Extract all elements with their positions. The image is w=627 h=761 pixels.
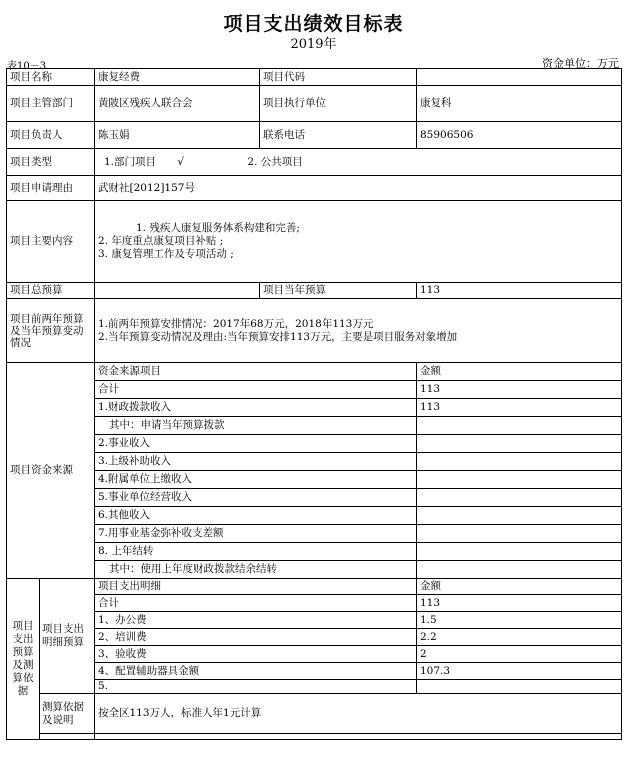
table-row [7,561,622,579]
type-options [95,149,622,176]
funding-amount: 113 [417,399,622,417]
content-line: 1. 残疾人康复服务体系构建和完善; [136,222,300,234]
funding-item: 其中：申请当年预算拨款 [95,417,417,435]
funding-item: 合计 [95,381,417,399]
table-row [7,595,622,612]
content-label: 项目主要内容 [7,201,95,283]
spacer-cell [40,734,95,740]
table-number: 表10－3 [7,61,47,72]
table-row [7,299,622,363]
owner-value: 陈玉娟 [95,122,260,149]
table-row [7,363,622,381]
type-option-dept: 1.部门项目 [104,155,157,168]
table-row [7,694,622,734]
funding-amount [417,471,622,489]
table-row [7,646,622,663]
dept-value: 黄陂区残疾人联合会 [95,86,260,122]
funding-label: 项目资金来源 [7,363,95,579]
expenditure-item: 5. [95,680,417,694]
currency-unit: 资金单位：万元 [542,57,619,70]
prev-line: 1.前两年预算安排情况：2017年68万元，2018年113万元 [98,317,374,330]
project-name-label: 项目名称 [7,69,95,86]
current-budget-label: 项目当年预算 [260,283,417,299]
funding-amount [417,543,622,561]
funding-item: 2.事业收入 [95,435,417,453]
table-row [7,507,622,525]
current-budget-value: 113 [417,283,622,299]
table-row [7,471,622,489]
reason-label: 项目申请理由 [7,176,95,201]
expenditure-item: 3、验收费 [95,646,417,663]
funding-col-amount: 金额 [417,363,622,381]
expenditure-inner-label: 项目支出明细预算 [40,579,95,694]
funding-item: 3.上级补助收入 [95,453,417,471]
funding-item: 4.附属单位上缴收入 [95,471,417,489]
table-row [7,381,622,399]
expenditure-amount [417,680,622,694]
funding-item: 7.用事业基金弥补收支差额 [95,525,417,543]
funding-amount [417,417,622,435]
expenditure-amount: 1.5 [417,612,622,629]
dept-label: 项目主管部门 [7,86,95,122]
prev-budget-label: 项目前两年预算及当年预算变动情况 [7,299,95,363]
expenditure-amount: 107.3 [417,663,622,680]
table-row [7,201,622,283]
expenditure-amount: 2 [417,646,622,663]
page-year: 2019年 [290,37,337,52]
table-row [7,417,622,435]
content-value [95,201,622,283]
funding-amount: 113 [417,381,622,399]
prev-budget-value [95,299,622,363]
total-budget-label: 项目总预算 [7,283,95,299]
reason-value: 武财社[2012]157号 [95,176,622,201]
check-mark-icon: √ [177,155,185,168]
table-row [7,543,622,561]
phone-value: 85906506 [417,122,622,149]
funding-item: 6.其他收入 [95,507,417,525]
project-code-label: 项目代码 [260,69,417,86]
expenditure-col-detail: 项目支出明细 [95,579,417,595]
funding-col-source: 资金来源项目 [95,363,417,381]
funding-amount [417,489,622,507]
funding-amount [417,561,622,579]
funding-amount [417,525,622,543]
table-row [7,525,622,543]
phone-label: 联系电话 [260,122,417,149]
funding-item: 5.事业单位经营收入 [95,489,417,507]
table-row [7,489,622,507]
table-row [7,579,622,595]
funding-item: 其中：使用上年度财政拨款结余结转 [95,561,417,579]
project-name-value: 康复经费 [95,69,260,86]
table-row [7,435,622,453]
table-row [7,69,622,86]
type-option-public: 2. 公共项目 [247,155,303,168]
table-row [7,680,622,694]
table-row [7,399,622,417]
table-row [7,149,622,176]
funding-amount [417,453,622,471]
funding-item: 1.财政拨款收入 [95,399,417,417]
type-label: 项目类型 [7,149,95,176]
expenditure-item: 合计 [95,595,417,612]
project-code-value [417,69,622,86]
content-line: 2. 年度重点康复项目补贴 ; [98,235,224,247]
table-row [7,612,622,629]
prev-line: 2.当年预算变动情况及理由:当年预算安排113万元，主要是项目服务对象增加 [98,330,458,343]
content-line: 3. 康复管理工作及专项活动 ; [98,248,234,260]
expenditure-outer-label: 项目支出预算及测算依据 [7,579,40,740]
exec-unit-value: 康复科 [417,86,622,122]
owner-label: 项目负责人 [7,122,95,149]
table-row [7,176,622,201]
expenditure-item: 1、办公费 [95,612,417,629]
expenditure-item: 4、配置辅助器具金额 [95,663,417,680]
table-row [7,734,622,740]
table-row [7,122,622,149]
page-title: 项目支出绩效目标表 [223,13,404,35]
expenditure-amount: 2.2 [417,629,622,646]
basis-value: 按全区113万人，标准人年1元计算 [95,694,622,734]
table-row [7,663,622,680]
expenditure-amount: 113 [417,595,622,612]
funding-amount [417,507,622,525]
spacer-cell [95,734,622,740]
total-budget-value [95,283,260,299]
expenditure-item: 2、培训费 [95,629,417,646]
table-row [7,86,622,122]
table-row [7,629,622,646]
funding-item: 8. 上年结转 [95,543,417,561]
expenditure-col-amount: 金额 [417,579,622,595]
exec-unit-label: 项目执行单位 [260,86,417,122]
basis-label: 测算依据及说明 [40,694,95,734]
funding-amount [417,435,622,453]
target-table [6,68,622,740]
table-row [7,283,622,299]
table-row [7,453,622,471]
